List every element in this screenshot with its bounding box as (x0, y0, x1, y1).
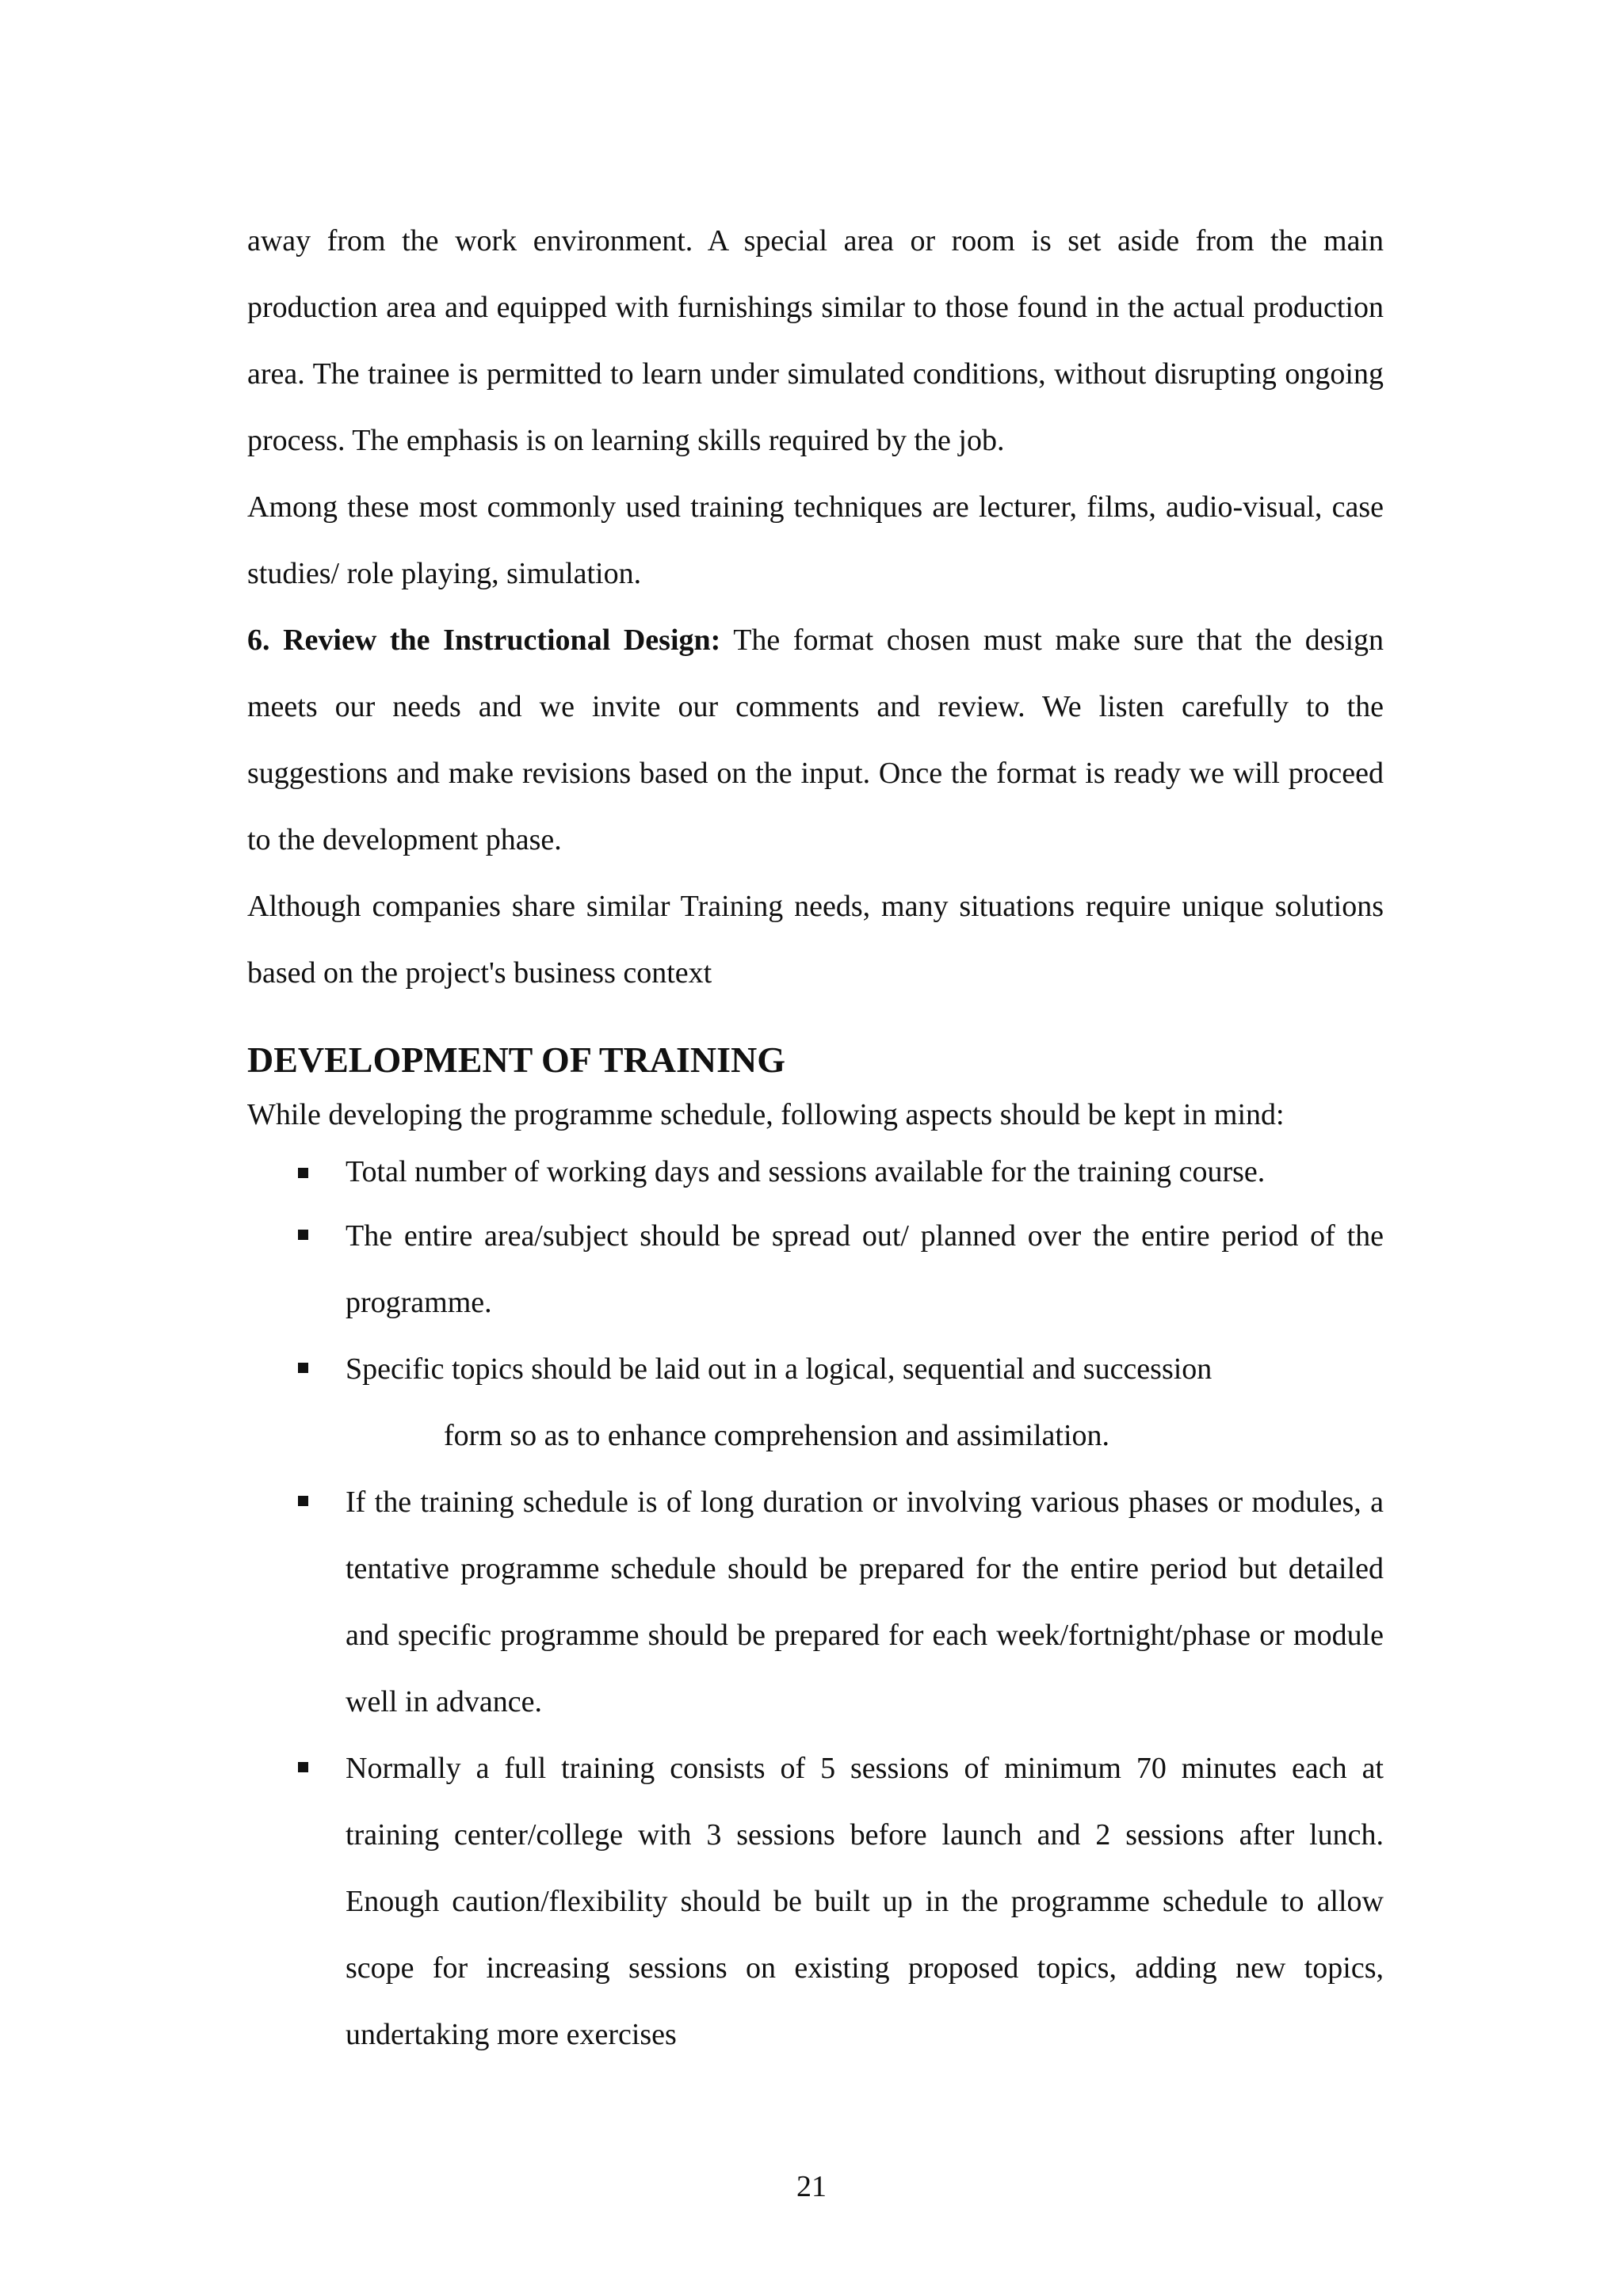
review-heading: 6. Review the Instructional Design: (247, 624, 721, 657)
list-item-continuation: form so as to enhance comprehension and assimilation. (444, 1419, 1110, 1452)
page-number: 21 (796, 2170, 827, 2203)
square-bullet-icon (298, 1168, 308, 1178)
list-item-text: The entire area/subject should be spread out/ planned over the entire period of the programme. (346, 1219, 1384, 1319)
list-item-text: Specific topics should be laid out in a logical, sequential and succession (346, 1352, 1212, 1386)
list-item (247, 1469, 1384, 1735)
square-bullet-icon (298, 1230, 308, 1240)
list-item (247, 1203, 1384, 1336)
list-item (247, 1336, 1384, 1469)
techniques-paragraph: Among these most commonly used training techniques are lecturer, films, audio-visual, case studies/ role playing, simulation. (247, 490, 1384, 590)
section-title: DEVELOPMENT OF TRAINING (247, 1039, 786, 1080)
list-item (247, 1141, 1384, 1203)
square-bullet-icon (298, 1363, 308, 1373)
list-item-text: Normally a full training consists of 5 sessions of minimum 70 minutes each at training center/college with 3 sessions before launch and 2 sessions after lunch. Enough caution/flexibility should be built up in the programme schedule to allow scope for increasing sessions on existing proposed topics, adding new topics, undertaking more exercises (346, 1752, 1384, 2051)
review-text: The format chosen must make sure that the design meets our needs and we invite our comments and review. We listen carefully to the suggestions and make revisions based on the input. Once the format is ready we will proceed to the development phase. (247, 624, 1384, 856)
list-item-text: Total number of working days and sessions available for the training course. (346, 1155, 1266, 1188)
section-intro: While developing the programme schedule, following aspects should be kept in mind: (247, 1098, 1285, 1131)
although-paragraph: Although companies share similar Training needs, many situations require unique solutions based on the project's business context (247, 890, 1384, 990)
continuation-paragraph: away from the work environment. A special area or room is set aside from the main production area and equipped with furnishings similar to those found in the actual production area. The trainee is permitted to learn under simulated conditions, without disrupting ongoing process. The emphasis is on learning skills required by the job. (247, 224, 1384, 457)
review-paragraph (247, 607, 1384, 873)
page-content (247, 208, 1384, 2068)
list-item-text: If the training schedule is of long duration or involving various phases or modules, a tentative programme schedule should be prepared for the entire period but detailed and specific programme should be prepared for each week/fortnight/phase or module well in advance. (346, 1486, 1384, 1718)
square-bullet-icon (298, 1762, 308, 1772)
list-item (247, 1735, 1384, 2068)
square-bullet-icon (298, 1496, 308, 1506)
bullet-list (247, 1141, 1384, 2068)
